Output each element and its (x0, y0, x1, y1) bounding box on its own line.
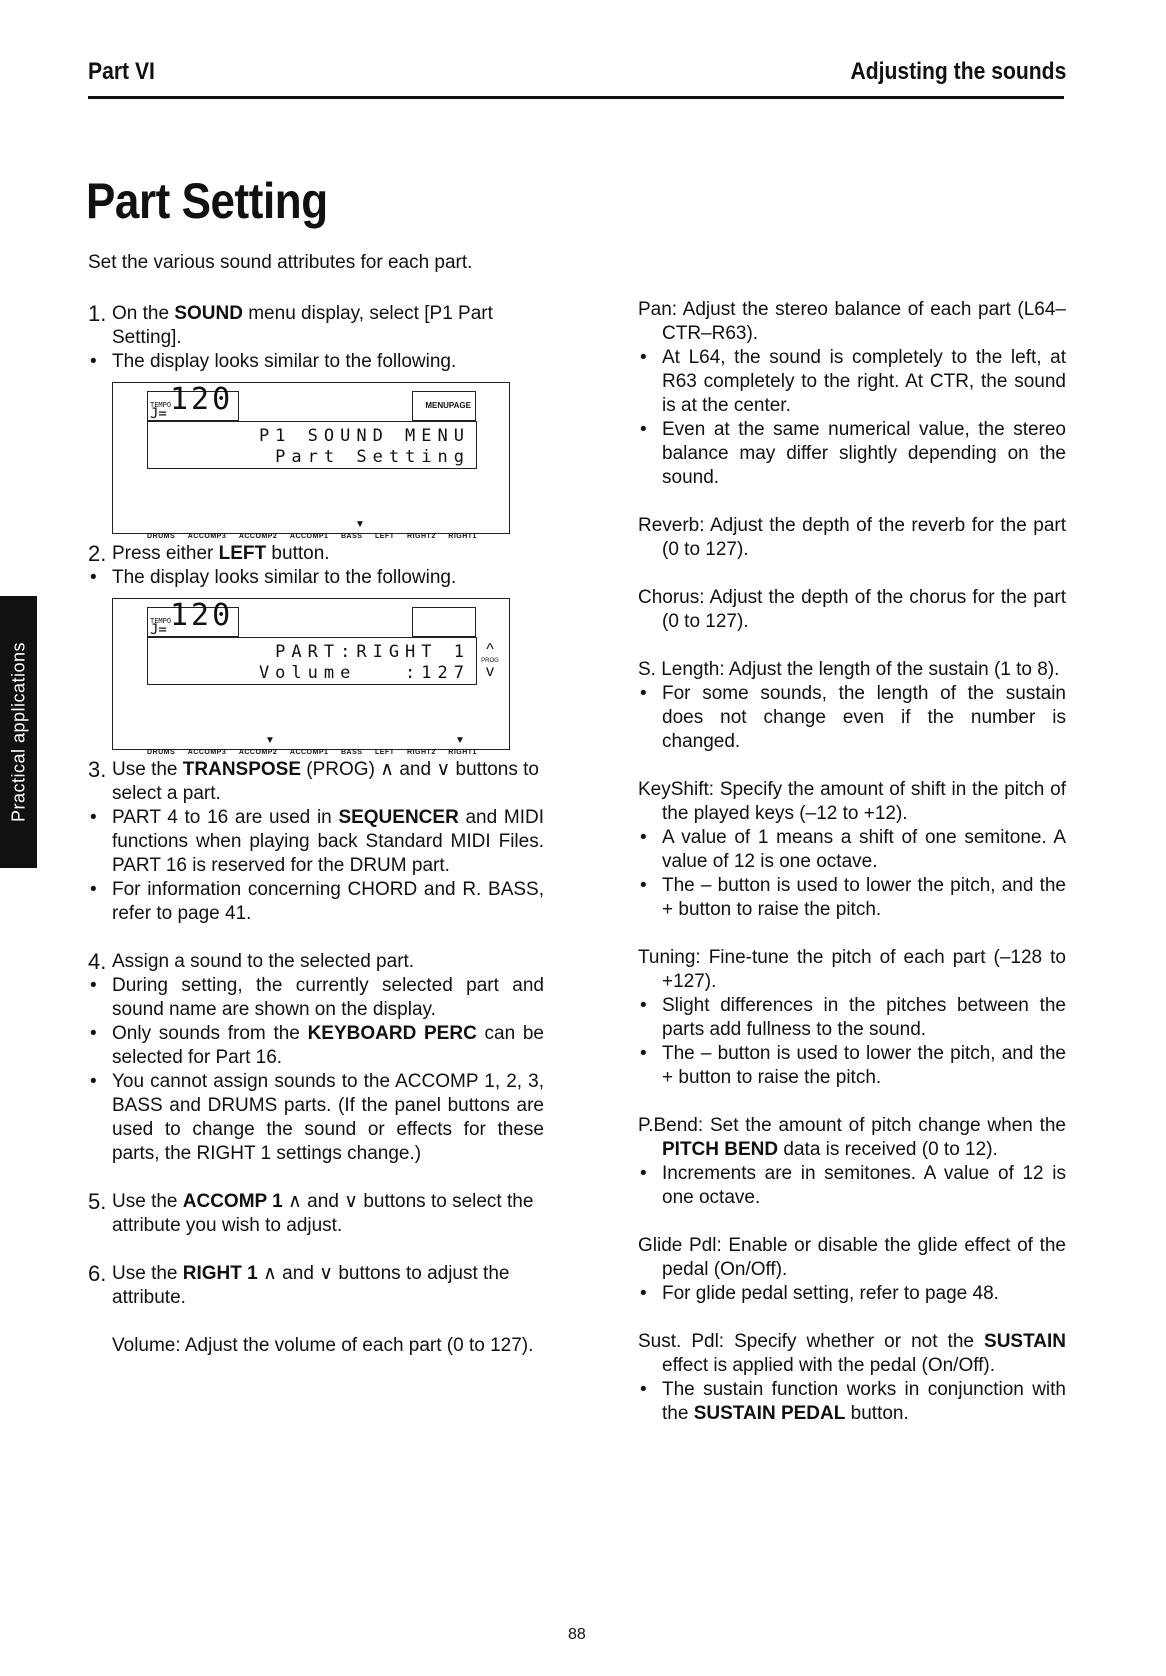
reverb-text: Reverb: Adjust the depth of the reverb for the part (0 to 127). (638, 515, 1066, 560)
bullet: • The – button is used to lower the pitch, and the + button to raise the pitch. (638, 874, 1066, 922)
bullet: • The display looks similar to the following. (88, 566, 544, 590)
part-label: DRUMS (147, 749, 176, 756)
triangle-down-icon: ▼ (355, 519, 365, 530)
lcd-main-screen (147, 421, 477, 469)
lcd-display-1 (112, 382, 512, 540)
step-number: 2. (88, 541, 107, 566)
lcd-page-box (412, 391, 476, 421)
part-label: ACCOMP2 (238, 533, 278, 540)
text-bold: PITCH BEND (662, 1139, 779, 1160)
right-column (638, 298, 1066, 1426)
step-1 (88, 302, 544, 350)
bullet: • Even at the same numerical value, the stereo balance may differ slightly depending on the sound. (638, 418, 1066, 490)
text-bold: SOUND (174, 303, 243, 324)
lcd-tempo-box (147, 382, 239, 422)
lcd-tempo-box (147, 598, 239, 638)
text: Only sounds from the (112, 1023, 308, 1044)
header-part: Part VI (88, 58, 155, 85)
left-column (88, 302, 544, 1358)
bullet: • A value of 1 means a shift of one semitone. A value of 12 is one octave. (638, 826, 1066, 874)
step-2 (88, 542, 544, 566)
lcd-line-2: Volume :127 (258, 663, 470, 683)
step-number: 5. (88, 1189, 107, 1214)
part-label: ACCOMP1 (289, 749, 329, 756)
step-4 (88, 950, 544, 974)
text: ∧ and ∨ buttons to adjust the attribute. (112, 1263, 510, 1308)
header-section: Adjusting the sounds (850, 58, 1066, 85)
intro-text: Set the various sound attributes for each part. (88, 252, 473, 273)
lcd-page-box (412, 607, 476, 637)
bullet: • For some sounds, the length of the sustain does not change even if the number is changed. (638, 682, 1066, 754)
part-label: ACCOMP2 (238, 749, 278, 756)
tempo-value: 120 (170, 382, 234, 417)
step-number: 3. (88, 757, 107, 782)
header-rule (88, 96, 1064, 99)
lcd-display-2 (112, 598, 512, 756)
text-bold: LEFT (218, 543, 267, 564)
lcd-frame (112, 598, 510, 756)
text: P.Bend: Set the amount of pitch change when the (638, 1115, 1066, 1136)
tempo-value: 120 (170, 598, 234, 633)
part-label: DRUMS (147, 533, 176, 540)
bullet: • For glide pedal setting, refer to page 48. (638, 1282, 1066, 1306)
tuning-text: Tuning: Fine-tune the pitch of each part (–128 to +127). (638, 947, 1066, 992)
prog-label: PROG (481, 658, 499, 664)
text: Assign a sound to the selected part. (112, 951, 415, 972)
bullet: • For information concerning CHORD and R. BASS, refer to page 41. (88, 878, 544, 926)
step-5 (88, 1190, 544, 1238)
text: The sustain function works in conjunction with the (662, 1379, 1066, 1424)
tempo-j: J= (150, 406, 167, 422)
step-number: 1. (88, 301, 107, 326)
bullet: • At L64, the sound is completely to the left, at R63 completely to the right. At CTR, the sound is at the center. (638, 346, 1066, 418)
text: and MIDI functions when playing back Standard MIDI Files. PART 16 is reserved for the DRUM part. (112, 807, 544, 876)
bullet (638, 1378, 1066, 1426)
text: Use the (112, 1191, 183, 1212)
bullet (88, 1022, 544, 1070)
bullet: • Slight differences in the pitches between the parts add fullness to the sound. (638, 994, 1066, 1042)
step-6 (88, 1262, 544, 1310)
page-number: 88 (568, 1626, 586, 1643)
text-bold: SEQUENCER (338, 807, 459, 828)
text: On the (112, 303, 175, 324)
bullet: • During setting, the currently selected part and sound name are shown on the display. (88, 974, 544, 1022)
chevron-down-icon: v (486, 663, 494, 680)
text: PART 4 to 16 are used in (112, 807, 339, 828)
side-tab (0, 596, 37, 868)
pan-text: Pan: Adjust the stereo balance of each part (L64–CTR–R63). (638, 299, 1066, 344)
volume-text: Volume: Adjust the volume of each part (0 to 127). (112, 1335, 534, 1356)
s-length-text: S. Length: Adjust the length of the sustain (1 to 8). (638, 659, 1060, 680)
step-number: 4. (88, 949, 107, 974)
part-label: LEFT (374, 749, 395, 756)
part-label: LEFT (374, 533, 395, 540)
text-bold: SUSTAIN PEDAL (693, 1403, 846, 1424)
text: menu display, select [P1 Part Setting]. (112, 303, 493, 348)
page-title: Part Setting (86, 173, 328, 229)
part-label: ACCOMP1 (289, 533, 329, 540)
tempo-label: TEMPO (150, 401, 172, 409)
bullet: • Increments are in semitones. A value of 12 is one octave. (638, 1162, 1066, 1210)
part-label: ACCOMP3 (187, 749, 227, 756)
lcd-frame (112, 382, 510, 540)
keyshift-text: KeyShift: Specify the amount of shift in the pitch of the played keys (–12 to +12). (638, 779, 1066, 824)
lcd-main-screen (147, 637, 477, 685)
chevron-up-icon: ^ (486, 641, 494, 658)
text-bold: ACCOMP 1 (182, 1191, 283, 1212)
text: data is received (0 to 12). (778, 1139, 998, 1160)
triangle-down-icon: ▼ (455, 735, 465, 746)
text: can be selected for Part 16. (112, 1023, 544, 1068)
text-bold: TRANSPOSE (182, 759, 302, 780)
bullet: • The – button is used to lower the pitch, and the + button to raise the pitch. (638, 1042, 1066, 1090)
sust-text (638, 1330, 1066, 1378)
lcd-line-1: PART:RIGHT 1 (275, 642, 470, 662)
text: Press either (112, 543, 219, 564)
bullet: • The display looks similar to the following. (88, 350, 544, 374)
text: Use the (112, 759, 183, 780)
text-bold: RIGHT 1 (182, 1263, 258, 1284)
text: Use the (112, 1263, 183, 1284)
step-3 (88, 758, 544, 806)
triangle-down-icon: ▼ (265, 735, 275, 746)
prog-indicator (479, 643, 501, 679)
text: button. (266, 543, 330, 564)
menu-page-tag: MENUPAGE (425, 401, 471, 410)
chorus-text: Chorus: Adjust the depth of the chorus for the part (0 to 127). (638, 587, 1066, 632)
pbend-text (638, 1114, 1066, 1162)
text: button. (845, 1403, 909, 1424)
part-label: RIGHT1 (448, 533, 477, 540)
side-tab-label: Practical applications (8, 641, 28, 823)
text: effect is applied with the pedal (On/Off). (662, 1355, 996, 1376)
part-label: BASS (340, 749, 363, 756)
glide-text: Glide Pdl: Enable or disable the glide effect of the pedal (On/Off). (638, 1235, 1066, 1280)
bullet (88, 806, 544, 878)
text: ∧ and ∨ buttons to select the attribute you wish to adjust. (112, 1191, 534, 1236)
part-label: ACCOMP3 (187, 533, 227, 540)
lcd-line-2: Part Setting (275, 447, 470, 467)
text: Sust. Pdl: Specify whether or not the (638, 1331, 985, 1352)
tempo-label: TEMPO (150, 617, 172, 625)
text-bold: SUSTAIN (984, 1331, 1066, 1352)
tempo-j: J= (150, 622, 167, 638)
lcd-line-1: P1 SOUND MENU (258, 426, 470, 446)
text-bold: KEYBOARD PERC (307, 1023, 477, 1044)
step-number: 6. (88, 1261, 107, 1286)
part-label: RIGHT2 (407, 533, 436, 540)
bullet: • You cannot assign sounds to the ACCOMP 1, 2, 3, BASS and DRUMS parts. (If the panel buttons are used to change the sound or effects for these parts, the RIGHT 1 settings change.) (88, 1070, 544, 1166)
part-label: RIGHT2 (407, 749, 436, 756)
part-label: BASS (340, 533, 363, 540)
volume-paragraph (88, 1334, 544, 1358)
part-label: RIGHT1 (448, 749, 477, 756)
text: (PROG) ∧ and ∨ buttons to select a part. (112, 759, 539, 804)
